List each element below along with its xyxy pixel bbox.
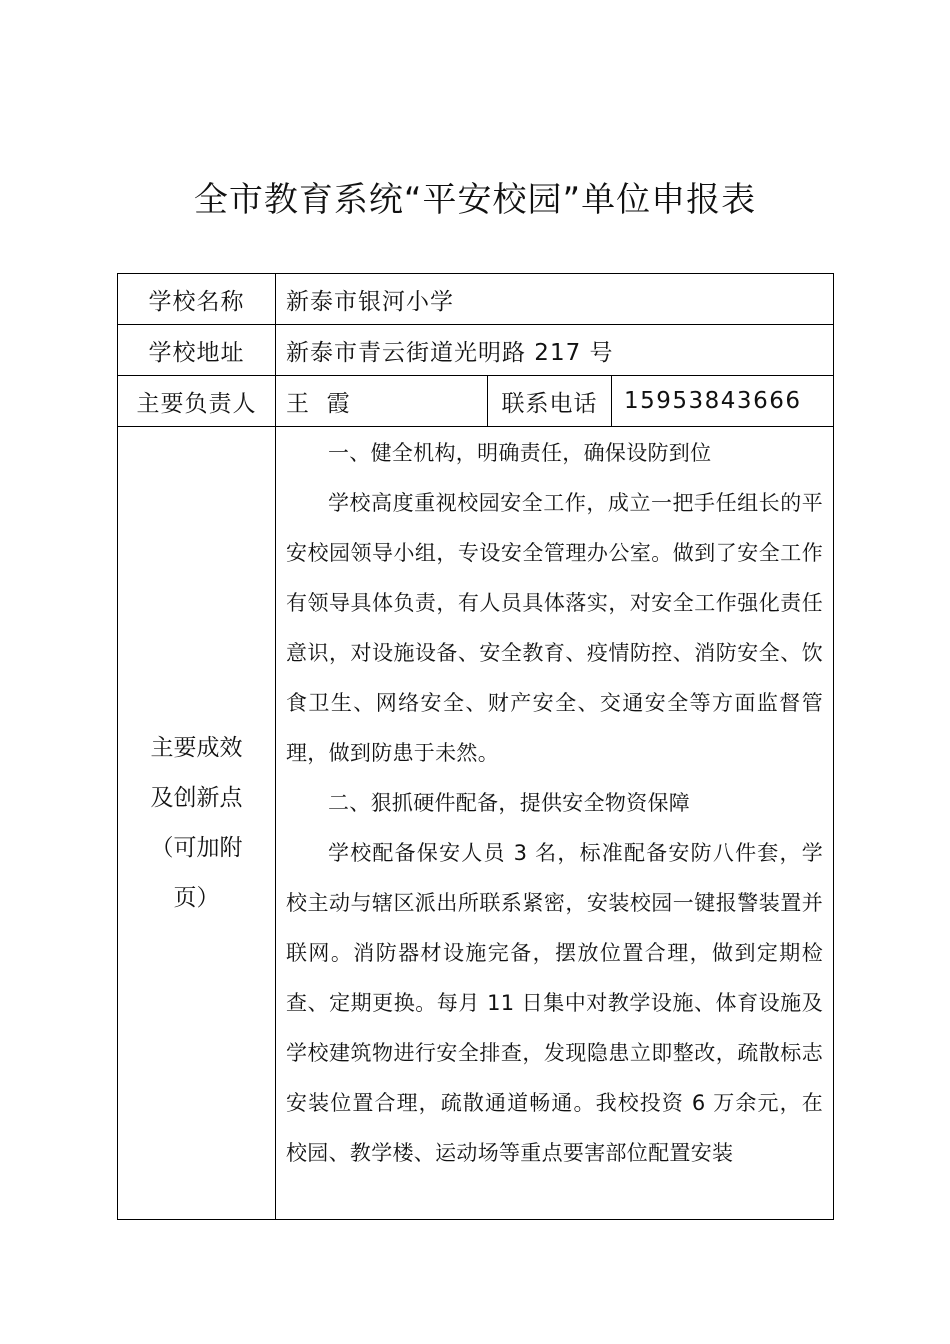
achievements-label-line: （可加附 (150, 835, 243, 861)
address-value: 新泰市青云街道光明路 217 号 (276, 325, 834, 376)
school-name-row (118, 274, 834, 325)
achievements-label-line: 及创新点 (150, 785, 243, 811)
principal-label: 主要负责人 (118, 376, 276, 427)
principal-value: 王 霞 (276, 376, 488, 427)
achievements-label (118, 427, 276, 1220)
section-heading: 一、健全机构，明确责任，确保设防到位 (328, 441, 712, 465)
achievements-row (118, 427, 834, 1220)
address-label: 学校地址 (118, 325, 276, 376)
school-name-label: 学校名称 (118, 274, 276, 325)
achievements-label-line: 主要成效 (150, 735, 243, 761)
section-heading: 二、狠抓硬件配备，提供安全物资保障 (328, 791, 691, 815)
achievements-content (276, 427, 834, 1220)
achievements-label-line: 页） (173, 885, 220, 911)
phone-value: 15953843666 (612, 376, 834, 427)
section-paragraph: 学校配备保安人员 3 名，标准配备安防八件套，学校主动与辖区派出所联系紧密，安装校园一键报警装置并联网。消防器材设施完备，摆放位置合理，做到定期检查、定期更换。每月 11 日集中对教学设施、体育设施及学校建筑物进行安全排查，发现隐患立即整改，疏散标志安装位置合理，疏散通道畅通。我校投资 6 万余元，在校园、教学楼、运动场等重点要害部位配置安装 (286, 841, 824, 1165)
school-name-value: 新泰市银河小学 (276, 274, 834, 325)
address-row (118, 325, 834, 376)
page-title: 全市教育系统“平安校园”单位申报表 (193, 180, 757, 220)
section-paragraph: 学校高度重视校园安全工作，成立一把手任组长的平安校园领导小组，专设安全管理办公室。做到了安全工作有领导具体负责，有人员具体落实，对安全工作强化责任意识，对设施设备、安全教育、疫情防控、消防安全、饮食卫生、网络安全、财产安全、交通安全等方面监督管理，做到防患于未然。 (286, 491, 824, 765)
principal-row (118, 376, 834, 427)
application-form-table (117, 273, 834, 1220)
phone-label: 联系电话 (488, 376, 612, 427)
